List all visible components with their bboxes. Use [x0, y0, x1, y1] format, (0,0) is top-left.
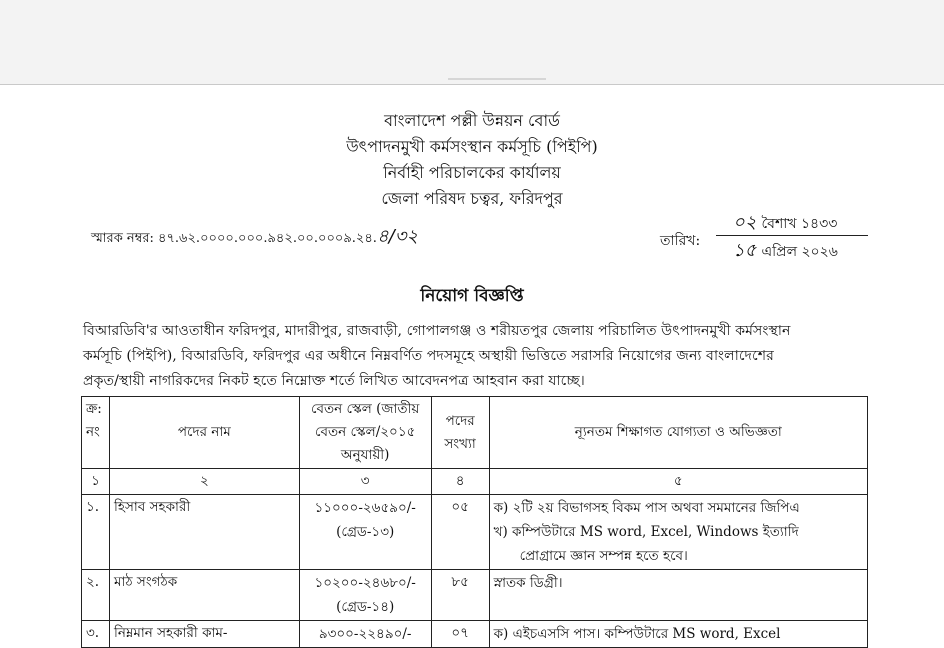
qualification-line: খ) কম্পিউটারে MS word, Excel, Windows ইত্যাদি [493, 524, 799, 540]
program-name: উৎপাদনমুখী কর্মসংস্থান কর্মসূচি (পিইপি) [346, 137, 598, 156]
qualification-line: প্রোগ্রামে জ্ঞান সম্পন্ন হতে হবে। [519, 548, 688, 564]
notice-body-line-1: বিআরডিবি'র আওতাধীন ফরিদপুর, মাদারীপুর, রাজবাড়ী, গোপালগঞ্জ ও শরীয়তপুর জেলায় পরিচালিত উৎপাদনমুখী কর্মসংস্থান [83, 323, 791, 339]
memo-number [91, 222, 418, 253]
row-pay-amount: ১১০০০-২৬৫৯০/- [314, 500, 416, 516]
header-pay-line-3: অনুযায়ী) [340, 447, 390, 463]
row-grade: (গ্রেড-১৩) [336, 524, 395, 540]
header-pay-line-2: বেতন স্কেল/২০১৫ [314, 424, 416, 440]
row-post-count: ০৫ [431, 495, 489, 570]
row-grade: (গ্রেড-১৪) [336, 599, 395, 615]
row-qualification [489, 570, 867, 621]
header-serial-line-2: নং [86, 424, 100, 440]
notice-title: নিয়োগ বিজ্ঞপ্তি [420, 286, 524, 306]
notice-body-line-3: প্রকৃত/স্থায়ী নাগরিকদের নিকট হতে নিম্নোক্ত শর্তে লিখিত আবেদনপত্র আহবান করা যাচ্ছে। [83, 373, 585, 389]
header-count-line-2: সংখ্যা [444, 435, 476, 452]
table-row [82, 621, 868, 648]
qualification-line: স্নাতক ডিগ্রী। [493, 575, 563, 591]
column-number: ২ [109, 469, 299, 495]
row-post-name: মাঠ সংগঠক [109, 570, 299, 621]
column-number: ৫ [489, 469, 867, 495]
table-row [82, 495, 868, 570]
date-bangla-month-year: বৈশাখ ১৪৩৩ [761, 216, 838, 232]
column-number-row [82, 469, 868, 495]
header-serial-line-1: ক্র: [86, 401, 102, 417]
row-serial: ১. [82, 495, 110, 570]
row-pay-amount: ১০২০০-২৪৬৮০/- [314, 575, 416, 591]
viewer-toolbar [0, 0, 944, 85]
row-post-name: নিম্নমান সহকারী কাম- [109, 621, 299, 648]
column-number: ৪ [431, 469, 489, 495]
row-post-count: ৮৫ [431, 570, 489, 621]
toolbar-divider [448, 78, 546, 80]
table-header-row [82, 397, 868, 469]
row-pay-scale [299, 621, 431, 648]
row-pay-scale [299, 570, 431, 621]
column-number: ৩ [299, 469, 431, 495]
header-post-count [431, 397, 489, 469]
office-name: নির্বাহী পরিচালকের কার্যালয় [383, 163, 561, 182]
table-row [82, 570, 868, 621]
header-post: পদের নাম [109, 397, 299, 469]
office-address: জেলা পরিষদ চত্বর, ফরিদপুর [381, 189, 563, 208]
row-qualification [489, 621, 867, 648]
date-bangla-day: ০২ [733, 212, 757, 233]
qualification-line: ক) এইচএসসি পাস। কম্পিউটারে MS word, Excel [493, 626, 781, 642]
row-serial: ২. [82, 570, 110, 621]
column-number: ১ [82, 469, 110, 495]
date-english-month-year: এপ্রিল ২০২৬ [761, 244, 838, 260]
memo-handwritten-number: ৪/৩২ [376, 226, 419, 247]
header-serial [82, 397, 110, 469]
header-qualification: ন্যূনতম শিক্ষাগত যোগ্যতা ও অভিজ্ঞতা [489, 397, 867, 469]
date-english [733, 236, 838, 267]
row-pay-scale [299, 495, 431, 570]
header-pay-scale [299, 397, 431, 469]
row-post-name: হিসাব সহকারী [109, 495, 299, 570]
row-post-count: ০৭ [431, 621, 489, 648]
row-qualification [489, 495, 867, 570]
qualification-line: ক) ২টি ২য় বিভাগসহ বিকম পাস অথবা সমমানের জিপিএ [493, 500, 800, 516]
row-pay-amount: ৯৩০০-২২৪৯০/- [318, 626, 412, 642]
date-english-day: ১৫ [733, 240, 757, 261]
memo-text: স্মারক নম্বর: ৪৭.৬২.০০০০.০০০.৯৪২.০০.০০০৯.২৪. [91, 231, 377, 246]
notice-body-line-2: কর্মসূচি (পিইপি), বিআরডিবি, ফরিদপুর এর অধীনে নিম্নবর্ণিত পদসমূহে অস্থায়ী ভিত্তিতে সরাসরি নিয়োগের জন্য বাংলাদেশের [83, 348, 774, 364]
row-serial: ৩. [82, 621, 110, 648]
org-name: বাংলাদেশ পল্লী উন্নয়ন বোর্ড [384, 111, 560, 130]
header-count-line-1: পদের [445, 412, 475, 429]
header-pay-line-1: বেতন স্কেল (জাতীয় [311, 401, 420, 417]
date-label: তারিখ: [660, 233, 701, 249]
posts-table [81, 396, 868, 648]
